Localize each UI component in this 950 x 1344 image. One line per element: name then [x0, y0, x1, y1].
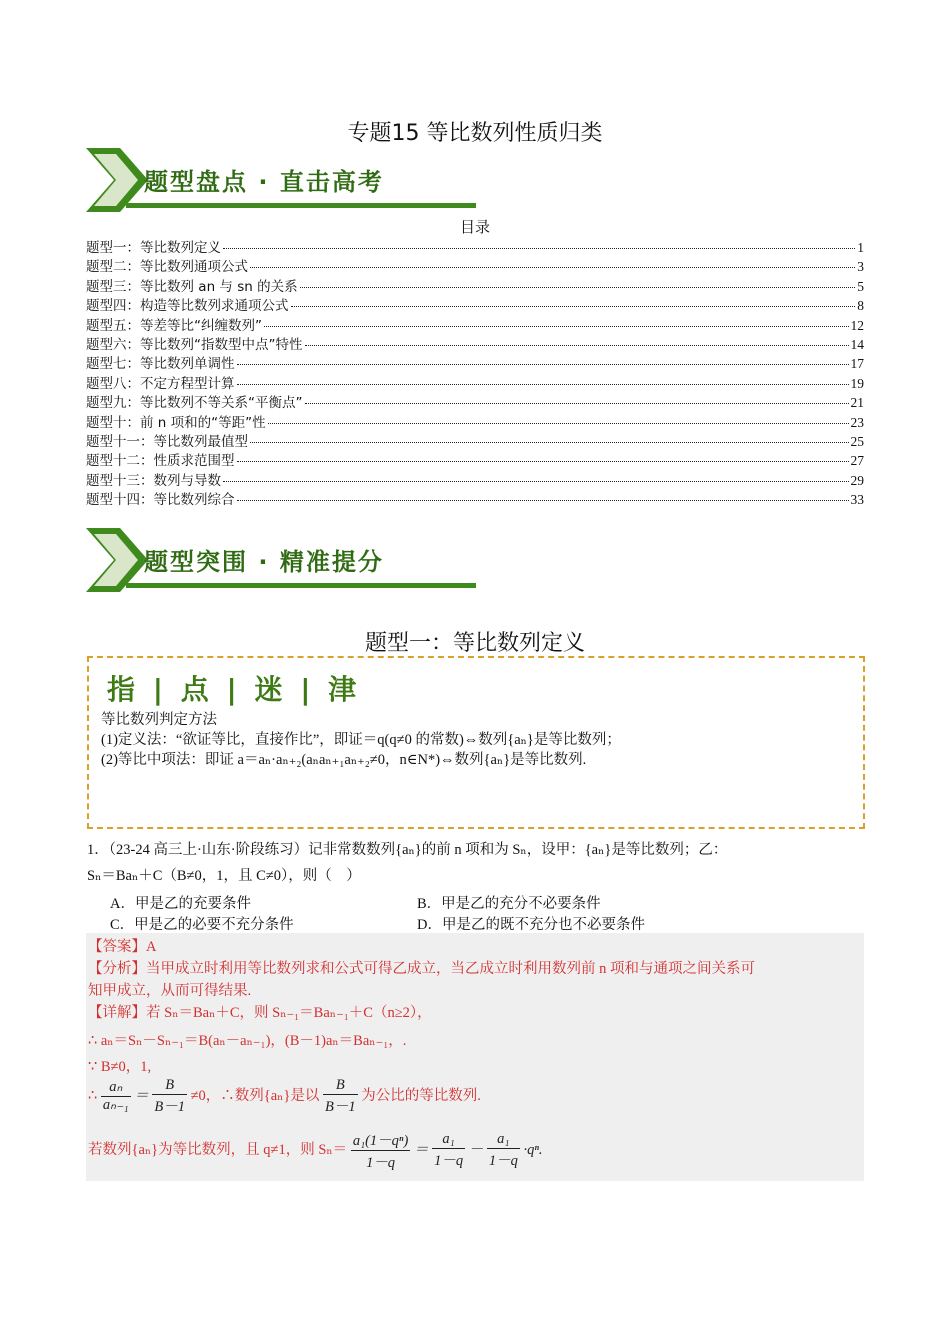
answer-section	[86, 933, 864, 1181]
detail-text: ·qⁿ.	[523, 1141, 543, 1158]
detail-text: ≠0，∴数列{aₙ}是以	[190, 1087, 320, 1104]
toc-leader-dots	[305, 345, 849, 346]
toc-entry-page: 1	[857, 240, 864, 255]
banner-practice-text: 题型突围 · 精准提分	[144, 548, 384, 576]
toc-entry[interactable]	[86, 391, 864, 410]
therefore-symbol: ∴	[88, 1087, 98, 1104]
equals: ＝	[413, 1141, 429, 1158]
numerator: B	[323, 1077, 358, 1095]
toc-entry-page: 33	[850, 492, 864, 508]
answer-label: 【答案】	[88, 939, 146, 955]
fraction	[101, 1079, 131, 1114]
toc-leader-dots	[223, 481, 849, 482]
toc-entry-page: 8	[857, 298, 864, 314]
toc-entry-label: 题型八：不定方程型计算	[86, 375, 235, 392]
toc-entry[interactable]	[86, 449, 864, 468]
toc-entry-page: 17	[850, 356, 864, 372]
option-a: A．甲是乙的充要条件	[110, 896, 251, 912]
toc-entry-label: 题型一：等比数列定义	[86, 240, 221, 256]
detail-text: 为公比的等比数列.	[361, 1087, 481, 1104]
numerator: aₙ	[101, 1079, 131, 1097]
table-of-contents	[86, 236, 864, 507]
toc-entry-page: 25	[850, 433, 864, 449]
detail-line-3: ∵ B≠0，1,	[88, 1059, 152, 1075]
toc-entry[interactable]	[86, 255, 864, 274]
document-title: 专题15 等比数列性质归类	[347, 121, 603, 146]
toc-entry-page: 19	[850, 375, 864, 391]
analysis-label: 【分析】	[88, 961, 146, 977]
toc-leader-dots	[300, 287, 856, 288]
toc-leader-dots	[264, 326, 849, 327]
denominator: B－1	[325, 1099, 356, 1115]
fraction	[152, 1077, 187, 1116]
toc-entry-page: 14	[850, 336, 864, 352]
banner-overview-text: 题型盘点 · 直击高考	[144, 168, 384, 196]
toc-leader-dots	[237, 364, 849, 365]
analysis-line	[88, 957, 755, 978]
toc-leader-dots	[291, 306, 856, 307]
toc-heading: 目录	[459, 218, 490, 236]
toc-entry-page: 21	[850, 395, 864, 411]
banner-underline	[126, 203, 476, 208]
denominator: 1－q	[434, 1153, 464, 1169]
option-d: D．甲是乙的既不充分也不必要条件	[417, 917, 645, 933]
option-b: B．甲是乙的充分不必要条件	[417, 896, 601, 912]
toc-leader-dots	[250, 267, 855, 268]
toc-entry-page: 23	[850, 414, 864, 430]
tip-line: (1)定义法：“欲证等比，直接作比”，即证＝q(q≠0 的常数)⇔数列{aₙ}是等比数列；	[101, 732, 621, 748]
minus: －	[468, 1141, 484, 1158]
toc-entry-label: 题型二：等比数列通项公式	[86, 259, 248, 276]
toc-entry[interactable]	[86, 411, 864, 430]
toc-entry-label: 题型四：构造等比数列求通项公式	[86, 298, 289, 315]
toc-entry-label: 题型十二：性质求范围型	[86, 453, 235, 470]
numerator: a₁	[432, 1131, 465, 1149]
toc-leader-dots	[250, 442, 849, 443]
tip-line: 等比数列判定方法	[101, 712, 217, 728]
detail-text: 若数列{aₙ}为等比数列，且 q≠1，则 Sₙ＝	[88, 1141, 348, 1158]
denominator: 1－q	[488, 1153, 518, 1169]
toc-entry-page: 3	[857, 259, 864, 275]
fraction	[323, 1077, 358, 1116]
toc-entry[interactable]	[86, 488, 864, 507]
detail-line-5	[88, 1129, 543, 1172]
answer-value: A	[146, 939, 157, 955]
tip-line: (2)等比中项法：即证 a＝aₙ·aₙ₊₂(aₙaₙ₊₁aₙ₊₂≠0，n∈N*)⇔数列{aₙ}是等比数列.	[101, 752, 587, 768]
toc-leader-dots	[268, 423, 849, 424]
toc-leader-dots	[305, 403, 849, 404]
toc-entry[interactable]	[86, 352, 864, 371]
toc-entry-label: 题型十一：等比数列最值型	[86, 433, 248, 450]
section-title: 题型一：等比数列定义	[364, 631, 585, 656]
toc-entry-label: 题型三：等比数列 an 与 sn 的关系	[86, 278, 298, 295]
banner-practice	[86, 528, 476, 592]
denominator: 1－q	[366, 1155, 396, 1171]
fraction	[432, 1131, 465, 1170]
question-stem-line2: Sₙ＝Baₙ＋C（B≠0，1，且 C≠0），则（ ）	[87, 868, 361, 884]
analysis-line-2: 知甲成立，从而可得结果.	[88, 983, 252, 999]
fraction	[351, 1129, 411, 1172]
numerator: a₁(1－qⁿ)	[351, 1129, 411, 1151]
toc-entry[interactable]	[86, 314, 864, 333]
toc-leader-dots	[223, 248, 855, 249]
toc-entry-label: 题型七：等比数列单调性	[86, 356, 235, 373]
detail-text: 若 Sₙ＝Baₙ＋C，则 Sₙ₋₁＝Baₙ₋₁＋C（n≥2），	[146, 1005, 432, 1021]
toc-entry-page: 5	[857, 278, 864, 294]
numerator: a₁	[487, 1131, 520, 1149]
toc-entry-label: 题型九：等比数列不等关系“平衡点”	[86, 395, 303, 412]
question-stem-line1: 1．（23-24 高三上·山东·阶段练习）记非常数数列{aₙ}的前 n 项和为 Sₙ，设甲：{aₙ}是等比数列；乙：	[87, 842, 728, 858]
tip-content	[101, 710, 621, 770]
toc-entry-label: 题型五：等差等比“纠缠数列”	[86, 317, 262, 334]
option-c: C．甲是乙的必要不充分条件	[110, 917, 294, 933]
toc-entry-label: 题型十三：数列与导数	[86, 472, 221, 489]
banner-underline	[126, 583, 476, 588]
detail-line-1	[88, 1001, 432, 1022]
tip-box	[87, 656, 865, 829]
equals: ＝	[134, 1087, 149, 1104]
toc-entry[interactable]	[86, 294, 864, 313]
toc-entry[interactable]	[86, 372, 864, 391]
toc-entry[interactable]	[86, 469, 864, 488]
answer-line	[88, 935, 156, 956]
denominator: B－1	[154, 1099, 185, 1115]
toc-entry-page: 29	[850, 472, 864, 488]
toc-entry-label: 题型十四：等比数列综合	[86, 492, 235, 509]
toc-entry-page: 27	[850, 453, 864, 469]
detail-line-2: ∴ aₙ＝Sₙ－Sₙ₋₁＝B(aₙ－aₙ₋₁)，(B－1)aₙ＝Baₙ₋₁，.	[88, 1033, 407, 1049]
toc-entry-label: 题型十：前 n 项和的“等距”性	[86, 414, 266, 431]
question-options	[110, 894, 810, 936]
analysis-text: 当甲成立时利用等比数列求和公式可得乙成立，当乙成立时利用数列前 n 项和与通项之间关系可	[146, 961, 755, 977]
toc-entry[interactable]	[86, 275, 864, 294]
toc-leader-dots	[237, 500, 849, 501]
toc-entry[interactable]	[86, 236, 864, 255]
toc-leader-dots	[237, 461, 849, 462]
detail-label: 【详解】	[88, 1005, 146, 1021]
toc-entry[interactable]	[86, 333, 864, 352]
toc-entry[interactable]	[86, 430, 864, 449]
numerator: B	[152, 1077, 187, 1095]
toc-entry-label: 题型六：等比数列“指数型中点”特性	[86, 336, 303, 353]
denominator: aₙ₋₁	[102, 1097, 129, 1113]
toc-leader-dots	[237, 384, 849, 385]
tip-title: 指 | 点 | 迷 | 津	[107, 673, 361, 706]
detail-line-4	[88, 1077, 481, 1116]
fraction	[487, 1131, 520, 1170]
toc-entry-page: 12	[850, 317, 864, 333]
banner-overview	[86, 148, 476, 212]
